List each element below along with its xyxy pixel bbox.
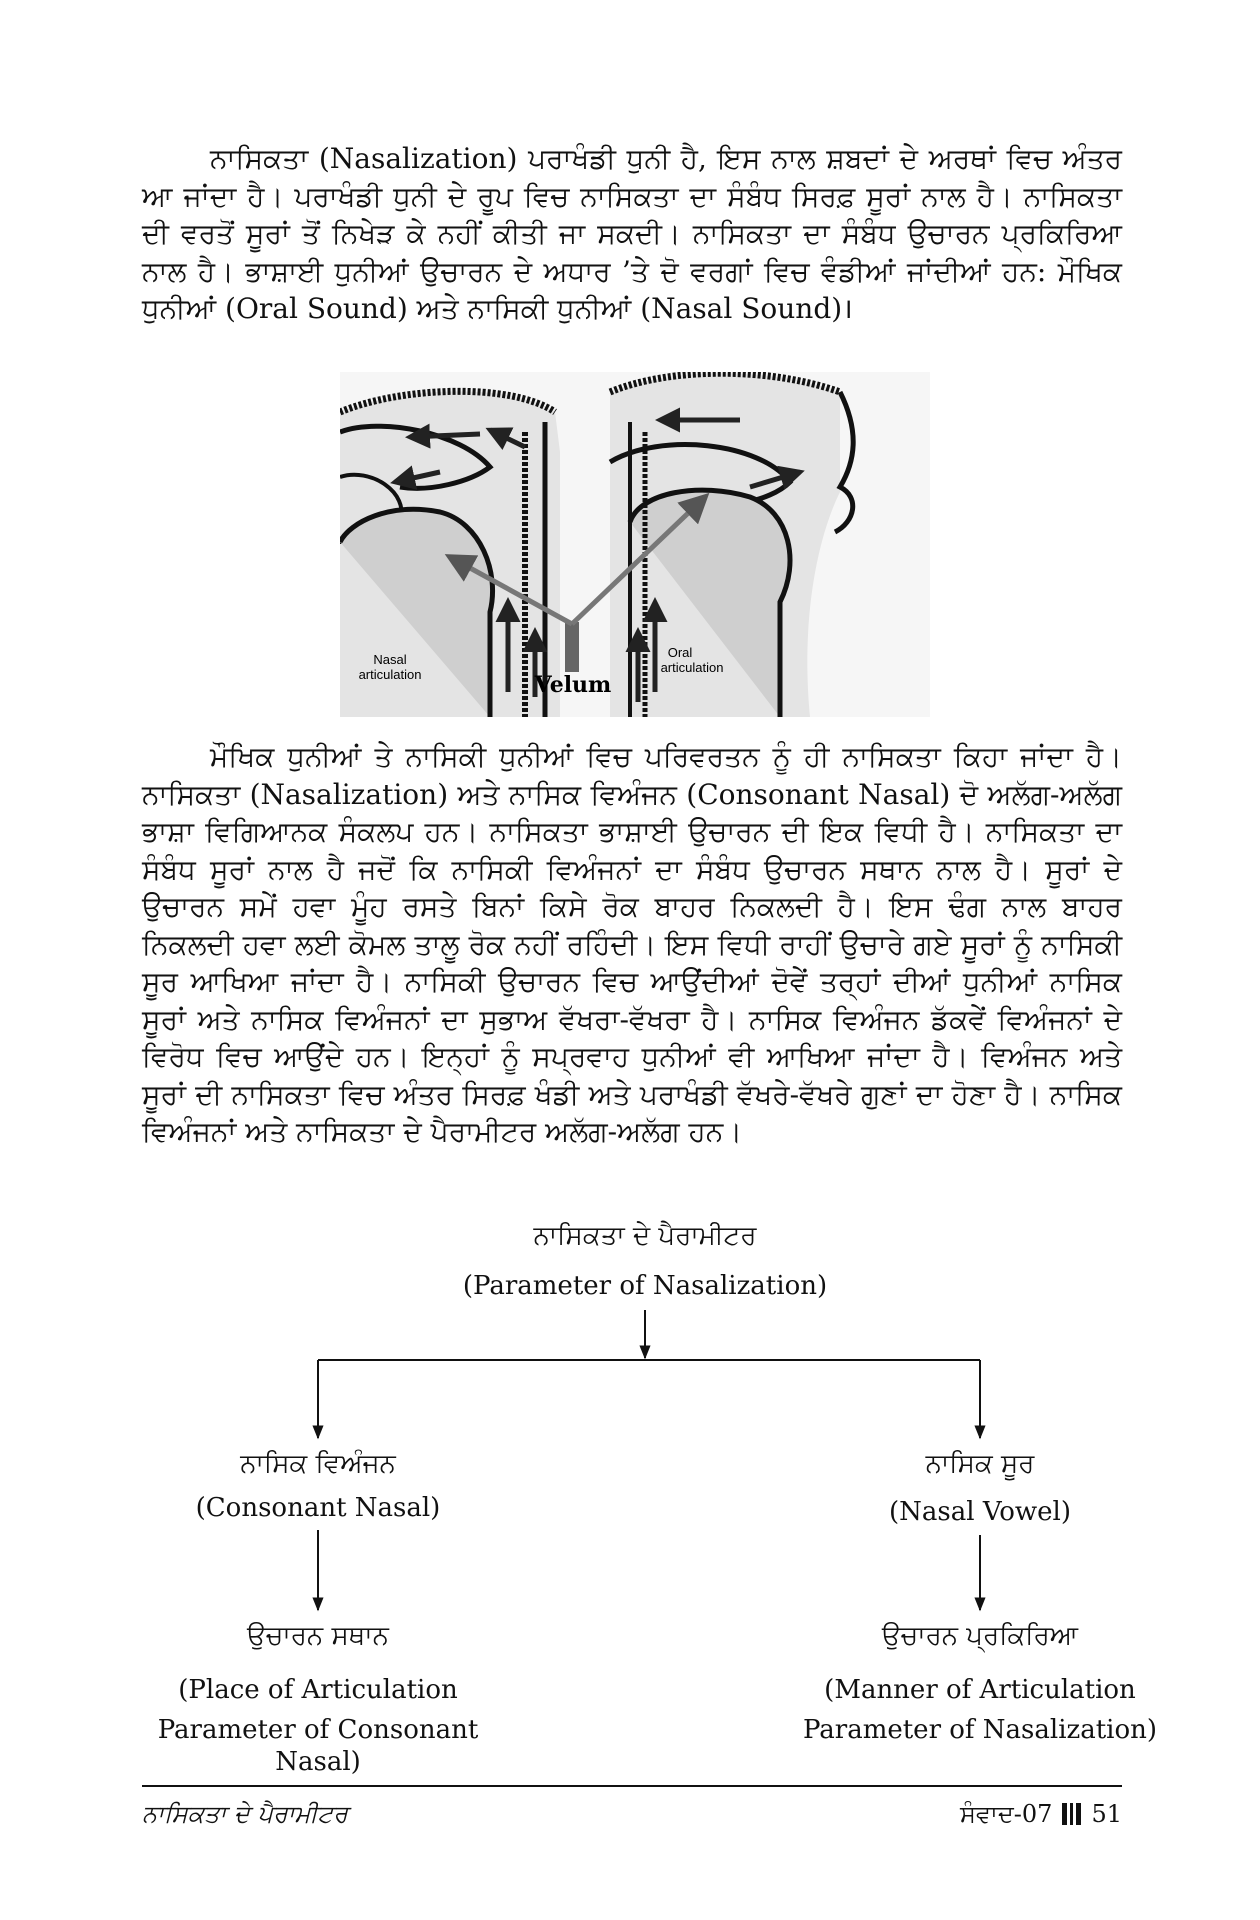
tree-right-punjabi: ਨਾਸਿਕ ਸੂਰ bbox=[925, 1449, 1035, 1479]
footer-page-number: 51 bbox=[1091, 1800, 1122, 1828]
bars-ornament-icon bbox=[1062, 1803, 1081, 1825]
label-velum: Velum bbox=[534, 672, 612, 698]
tree-left-child-english1: (Place of Articulation bbox=[178, 1675, 458, 1705]
label-nasal-1: Nasal bbox=[373, 652, 407, 667]
tree-right-english: (Nasal Vowel) bbox=[889, 1497, 1071, 1527]
footer-journal: ਸੰਵਾਦ-07 bbox=[960, 1800, 1053, 1828]
tree-root bbox=[445, 1220, 845, 1302]
right-head-profile bbox=[610, 373, 853, 717]
footer-running-title: ਨਾਸਿਕਤਾ ਦੇ ਪੈਰਾਮੀਟਰ bbox=[142, 1800, 348, 1828]
tree-left-punjabi: ਨਾਸਿਕ ਵਿਅੰਜਨ bbox=[240, 1449, 396, 1479]
label-oral-2: articulation bbox=[660, 660, 724, 675]
footer-page-info bbox=[960, 1800, 1122, 1828]
tree-left-english: (Consonant Nasal) bbox=[195, 1493, 441, 1523]
tree-left-child-english2: Parameter of Consonant Nasal) bbox=[157, 1715, 479, 1777]
articulation-figure bbox=[340, 372, 930, 717]
tree-left-child-punjabi: ਉਚਾਰਨ ਸਥਾਨ bbox=[247, 1621, 389, 1651]
paragraph-intro bbox=[142, 140, 1122, 328]
paragraph-nasalization-text: ਮੌਖਿਕ ਧੁਨੀਆਂ ਤੇ ਨਾਸਿਕੀ ਧੁਨੀਆਂ ਵਿਚ ਪਰਿਵਰਤਨ ਨੂੰ ਹੀ ਨਾਸਿਕਤਾ ਕਿਹਾ ਜਾਂਦਾ ਹੈ। ਨਾਸਿਕਤਾ (Nasalization) ਅਤੇ ਨਾਸਿਕ ਵਿਅੰਜਨ (Consonant Nasal) ਦੋ ਅਲੱਗ-ਅਲੱਗ ਭਾਸ਼ਾ ਵਿਗਿਆਨਕ ਸੰਕਲਪ ਹਨ। ਨਾਸਿਕਤਾ ਭਾਸ਼ਾਈ ਉਚਾਰਨ ਦੀ ਇਕ ਵਿਧੀ ਹੈ। ਨਾਸਿਕਤਾ ਦਾ ਸੰਬੰਧ ਸੂਰਾਂ ਨਾਲ ਹੈ ਜਦੋਂ ਕਿ ਨਾਸਿਕੀ ਵਿਅੰਜਨਾਂ ਦਾ ਸੰਬੰਧ ਉਚਾਰਨ ਸਥਾਨ ਨਾਲ ਹੈ। ਸੂਰਾਂ ਦੇ ਉਚਾਰਨ ਸਮੇਂ ਹਵਾ ਮੂੰਹ ਰਸਤੇ ਬਿਨਾਂ ਕਿਸੇ ਰੋਕ ਬਾਹਰ ਨਿਕਲਦੀ ਹੈ। ਇਸ ਢੰਗ ਨਾਲ ਬਾਹਰ ਨਿਕਲਦੀ ਹਵਾ ਲਈ ਕੋਮਲ ਤਾਲੂ ਰੋਕ ਨਹੀਂ ਰਹਿੰਦੀ। ਇਸ ਵਿਧੀ ਰਾਹੀਂ ਉਚਾਰੇ ਗਏ ਸੂਰਾਂ ਨੂੰ ਨਾਸਿਕੀ ਸੂਰ ਆਖਿਆ ਜਾਂਦਾ ਹੈ। ਨਾਸਿਕੀ ਉਚਾਰਨ ਵਿਚ ਆਉਂਦੀਆਂ ਦੋਵੇਂ ਤਰ੍ਹਾਂ ਦੀਆਂ ਧੁਨੀਆਂ ਨਾਸਿਕ ਸੂਰਾਂ ਅਤੇ ਨਾਸਿਕ ਵਿਅੰਜਨਾਂ ਦਾ ਸੁਭਾਅ ਵੱਖਰਾ-ਵੱਖਰਾ ਹੈ। ਨਾਸਿਕ ਵਿਅੰਜਨ ਡੱਕਵੇਂ ਵਿਅੰਜਨਾਂ ਦੇ ਵਿਰੋਧ ਵਿਚ ਆਉਂਦੇ ਹਨ। ਇਨ੍ਹਾਂ ਨੂੰ ਸਪ੍ਰਵਾਹ ਧੁਨੀਆਂ ਵੀ ਆਖਿਆ ਜਾਂਦਾ ਹੈ। ਵਿਅੰਜਨ ਅਤੇ ਸੂਰਾਂ ਦੀ ਨਾਸਿਕਤਾ ਵਿਚ ਅੰਤਰ ਸਿਰਫ਼ ਖੰਡੀ ਅਤੇ ਪਰਾਖੰਡੀ ਵੱਖਰੇ-ਵੱਖਰੇ ਗੁਣਾਂ ਦਾ ਹੋਣਾ ਹੈ। ਨਾਸਿਕ ਵਿਅੰਜਨਾਂ ਅਤੇ ਨਾਸਿਕਤਾ ਦੇ ਪੈਰਾਮੀਟਰ ਅਲੱਗ-ਅਲੱਗ ਹਨ। bbox=[142, 740, 1122, 1148]
tree-left-child bbox=[118, 1620, 518, 1778]
tree-right-node bbox=[830, 1448, 1130, 1528]
tree-right-child-english1: (Manner of Articulation bbox=[824, 1675, 1136, 1705]
articulation-diagram bbox=[340, 372, 930, 717]
tree-right-child-english2: Parameter of Nasalization) bbox=[802, 1715, 1158, 1745]
tree-left-node bbox=[168, 1448, 468, 1524]
tree-right-child bbox=[780, 1620, 1180, 1746]
paragraph-intro-text: ਨਾਸਿਕਤਾ (Nasalization) ਪਰਾਖੰਡੀ ਧੁਨੀ ਹੈ, ਇਸ ਨਾਲ ਸ਼ਬਦਾਂ ਦੇ ਅਰਥਾਂ ਵਿਚ ਅੰਤਰ ਆ ਜਾਂਦਾ ਹੈ। ਪਰਾਖੰਡੀ ਧੁਨੀ ਦੇ ਰੂਪ ਵਿਚ ਨਾਸਿਕਤਾ ਦਾ ਸੰਬੰਧ ਸਿਰਫ਼ ਸੂਰਾਂ ਨਾਲ ਹੈ। ਨਾਸਿਕਤਾ ਦੀ ਵਰਤੋਂ ਸੂਰਾਂ ਤੋਂ ਨਿਖੇੜ ਕੇ ਨਹੀਂ ਕੀਤੀ ਜਾ ਸਕਦੀ। ਨਾਸਿਕਤਾ ਦਾ ਸੰਬੰਧ ਉਚਾਰਨ ਪ੍ਰਕਿਰਿਆ ਨਾਲ ਹੈ। ਭਾਸ਼ਾਈ ਧੁਨੀਆਂ ਉਚਾਰਨ ਦੇ ਅਧਾਰ ’ਤੇ ਦੋ ਵਰਗਾਂ ਵਿਚ ਵੰਡੀਆਂ ਜਾਂਦੀਆਂ ਹਨ: ਮੌਖਿਕ ਧੁਨੀਆਂ (Oral Sound) ਅਤੇ ਨਾਸਿਕੀ ਧੁਨੀਆਂ (Nasal Sound)। bbox=[142, 142, 1122, 325]
label-nasal-2: articulation bbox=[358, 667, 422, 682]
tree-root-english: (Parameter of Nasalization) bbox=[462, 1271, 828, 1301]
tree-right-child-punjabi: ਉਚਾਰਨ ਪ੍ਰਕਿਰਿਆ bbox=[881, 1621, 1079, 1651]
label-oral-1: Oral bbox=[667, 645, 693, 660]
footer-divider bbox=[142, 1785, 1122, 1787]
tree-root-punjabi: ਨਾਸਿਕਤਾ ਦੇ ਪੈਰਾਮੀਟਰ bbox=[533, 1221, 757, 1251]
paragraph-nasalization bbox=[142, 738, 1122, 1151]
